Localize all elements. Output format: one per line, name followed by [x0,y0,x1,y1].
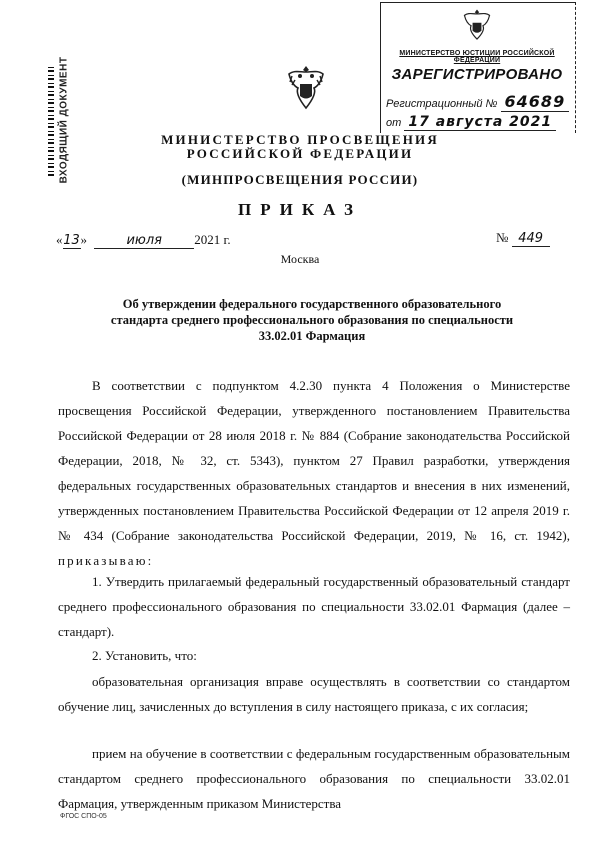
order-day: 13 [63,233,80,248]
date-quote-open: « [56,232,63,247]
stamp-registered-title: ЗАРЕГИСТРИРОВАНО [391,66,563,83]
incoming-document-stamp [48,56,80,184]
incoming-stamp-text: ВХОДЯЩИЙ ДОКУМЕНТ [58,56,70,184]
stamp-date-prefix: от [386,117,402,129]
coat-of-arms-icon [286,62,326,112]
stamp-date-value: 17 августа 2021 [404,114,556,131]
order-city: Москва [280,252,320,266]
order-word: приказываю: [58,553,154,568]
body-paragraph-2: 2. Установить, что: [92,648,197,663]
order-number-label: № [496,230,509,245]
stamp-registration-number-line [386,92,569,112]
stamp-number-value: 64689 [501,92,570,112]
order-year: 2021 г. [194,232,231,247]
ministry-name-line-1: МИНИСТЕРСТВО ПРОСВЕЩЕНИЯ [161,132,439,147]
stamp-date-line [386,114,556,131]
ministry-name [100,133,500,161]
ministry-name-line-2: РОССИЙСКОЙ ФЕДЕРАЦИИ [186,146,414,161]
document-type-heading: ПРИКАЗ [238,200,362,219]
order-month: июля [94,233,194,249]
body-paragraph-preamble [58,373,570,573]
body-paragraph-1: 1. Утвердить прилагаемый федеральный государственный образовательный стандарт среднего профессионального образования по специальности 33.02.01 Фармация (далее – стандарт). [58,574,570,639]
stamp-ministry-name: МИНИСТЕРСТВО ЮСТИЦИИ РОССИЙСКОЙ ФЕДЕРАЦИИ [399,50,555,64]
title-line-2: стандарта среднего профессионального образования по специальности [110,313,514,327]
registration-stamp [380,2,576,134]
footer-code: ФГОС СПО-05 [60,813,107,820]
preamble-text: В соответствии с подпунктом 4.2.30 пункта 4 Положения о Министерстве просвещения Российской Федерации, утвержденного постановлением Правительства Российской Федерации от 28 июля 2018 г. № 884 (Собрание законодательства Российской Федерации, 2018, № 32, ст. 5343), пунктом 27 Правил разработки, утверждения федеральных государственных образовательных стандартов и внесения в них изменений, утвержденных постановлением Правительства Российской Федерации от 12 апреля 2019 г. № 434 (Собрание законодательства Российской Федерации, 2019, № 16, ст. 1942), [58,378,570,543]
ministry-short-name: (МИНПРОСВЕЩЕНИЯ РОССИИ) [181,172,419,187]
body-paragraph-3: образовательная организация вправе осуществлять в соответствии со стандартом обучение лиц, зачисленных до вступления в силу настоящего приказа, с их согласия; [58,674,570,714]
stamp-number-label: Регистрационный № [386,98,498,110]
body-paragraph-4: прием на обучение в соответствии с федеральным государственным образовательным стандартом среднего профессионального образования по специальности 33.02.01 Фармация, утвержденным приказом Министерства [58,746,570,811]
title-line-1: Об утверждении федерального государственного образовательного [122,297,502,311]
title-line-3: 33.02.01 Фармация [258,329,366,343]
date-quote-close: » [80,232,87,247]
order-number [496,230,550,247]
order-number-value: 449 [512,231,550,247]
document-title [70,296,554,344]
order-date [56,232,231,249]
stamp-coat-of-arms-icon [462,8,492,42]
barcode-strip [48,64,54,176]
